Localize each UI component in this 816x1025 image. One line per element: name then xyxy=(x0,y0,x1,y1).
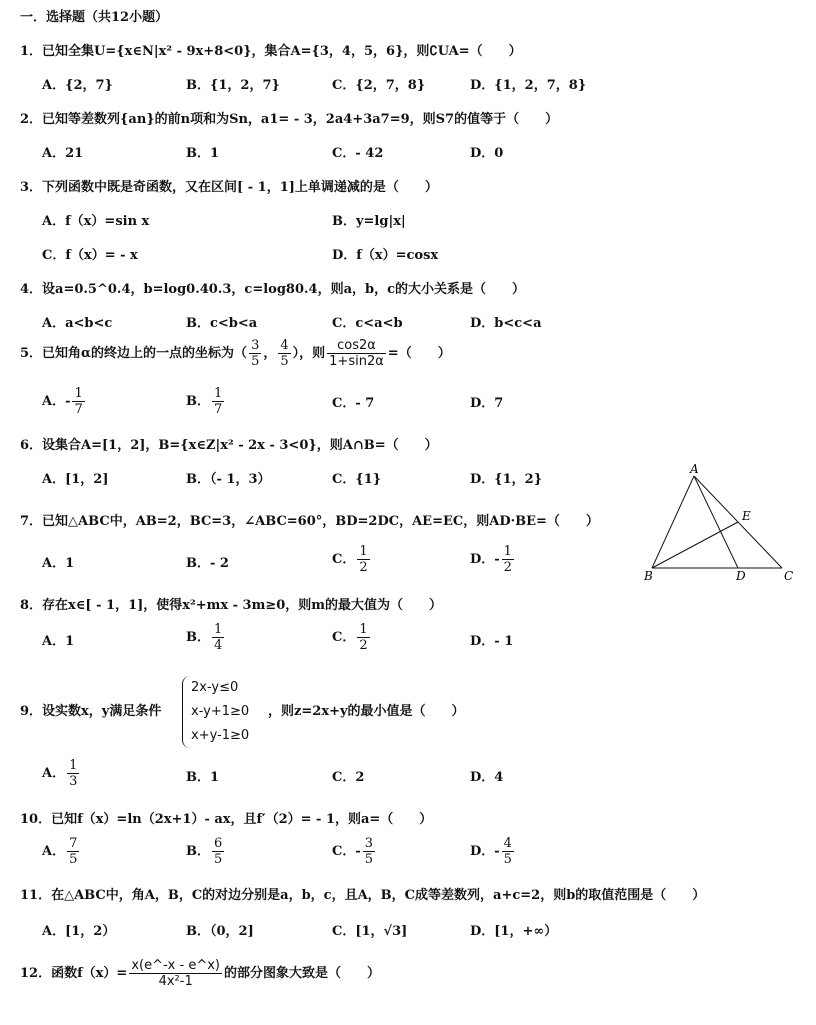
q9-option-c[interactable]: C．2 xyxy=(332,770,365,785)
label-d: D xyxy=(736,569,746,583)
q2-option-b[interactable]: B．1 xyxy=(186,146,220,161)
question-10-stem: 10．已知f（x）=ln（2x+1）- ax，且f′（2）= - 1，则a=（ ） xyxy=(20,812,433,827)
q8-option-a[interactable]: A．1 xyxy=(42,634,75,649)
question-9-stem-pre: 9．设实数x，y满足条件 xyxy=(20,704,162,719)
q9-condition-2: x-y+1≥0 xyxy=(191,704,250,719)
segment-ab xyxy=(652,476,694,568)
segment-ad xyxy=(694,476,738,568)
question-4-stem: 4．设a=0.5^0.4，b=log0.40.3，c=log80.4，则a，b，c的大小关系是（ ） xyxy=(20,282,526,297)
q5-option-b[interactable]: B． $\frac{1}{7}$ xyxy=(186,386,223,417)
q8-option-b[interactable]: B． $\frac{1}{4}$ xyxy=(186,622,223,653)
label-a: A xyxy=(690,462,699,476)
q9-condition-system xyxy=(182,676,249,748)
question-2-stem: 2．已知等差数列{an}的前n项和为Sn，a1= - 3，2a4+3a7=9，则S7的值等于（ ） xyxy=(20,112,559,127)
q1-option-a[interactable]: A．{2，7} xyxy=(42,78,113,93)
q5-option-c[interactable]: C．- 7 xyxy=(332,396,375,411)
q5-stem-post: =（ ） xyxy=(387,346,451,361)
q5-stem-mid: ），则 xyxy=(292,346,326,361)
q7-option-a[interactable]: A．1 xyxy=(42,556,75,571)
q5-coord-y: $\frac{4}{5}$ xyxy=(280,338,289,369)
q11-option-b[interactable]: B．（0，2] xyxy=(186,924,254,939)
q5-coord-x: $\frac{3}{5}$ xyxy=(251,338,260,369)
question-7-stem: 7．已知△ABC中，AB=2，BC=3，∠ABC=60°，BD=2DC，AE=EC，则AD·BE=（ ） xyxy=(20,514,599,529)
section-title: 一．选择题（共12小题） xyxy=(20,10,169,25)
question-1-stem: 1．已知全集U={x∈N|x² - 9x+8<0}，集合A={3，4，5，6}，则∁UA=（ ） xyxy=(20,44,522,59)
q2-option-c[interactable]: C．- 42 xyxy=(332,146,384,161)
q9-condition-1: 2x-y≤0 xyxy=(191,680,239,695)
q9-option-a[interactable]: A． $\frac{1}{3}$ xyxy=(42,758,78,789)
label-b: B xyxy=(644,569,653,583)
question-9-stem-post: ，则z=2x+y的最小值是（ ） xyxy=(268,704,465,719)
q9-option-b[interactable]: B．1 xyxy=(186,770,220,785)
q4-option-d[interactable]: D．b<c<a xyxy=(470,316,542,331)
q6-option-c[interactable]: C．{1} xyxy=(332,472,382,487)
q7-option-b[interactable]: B．- 2 xyxy=(186,556,229,571)
q5-stem-pre: 5．已知角α的终边上的一点的坐标为（ xyxy=(20,346,248,361)
q5-option-a[interactable]: A．- $\frac{1}{7}$ xyxy=(42,386,83,417)
question-6-stem: 6．设集合A=[1，2]，B={x∈Z|x² - 2x - 3<0}，则A∩B=（ ） xyxy=(20,438,438,453)
q11-option-d[interactable]: D．[1，+∞） xyxy=(470,924,558,939)
q3-option-d[interactable]: D．f（x）=cosx xyxy=(332,248,439,263)
q6-option-d[interactable]: D．{1，2} xyxy=(470,472,543,487)
q5-option-d[interactable]: D．7 xyxy=(470,396,504,411)
q1-option-b[interactable]: B．{1，2，7} xyxy=(186,78,280,93)
q9-condition-3: x+y-1≥0 xyxy=(191,728,250,743)
q8-option-c[interactable]: C． $\frac{1}{2}$ xyxy=(332,622,368,653)
q7-option-c[interactable]: C． $\frac{1}{2}$ xyxy=(332,544,368,575)
q3-option-a[interactable]: A．f（x）=sin x xyxy=(42,214,150,229)
q3-option-c[interactable]: C．f（x）= - x xyxy=(42,248,138,263)
q12-stem-post: 的部分图象大致是（ ） xyxy=(223,966,380,981)
q11-option-c[interactable]: C．[1，√3] xyxy=(332,924,408,939)
q1-option-c[interactable]: C．{2，7，8} xyxy=(332,78,426,93)
q12-expression: $\frac{x(e\^{}-x - e\^{}x)}{\text{4x²-1}}$ xyxy=(131,958,220,989)
question-12-stem xyxy=(20,958,380,989)
q5-expression: $\frac{\cos 2\alpha}{1+\sin 2\alpha}$ xyxy=(329,338,384,369)
q2-option-a[interactable]: A．21 xyxy=(42,146,84,161)
segment-be xyxy=(652,522,738,568)
question-11-stem: 11．在△ABC中，角A，B，C的对边分别是a，b，c，且A，B，C成等差数列，a+c=2，则b的取值范围是（ ） xyxy=(20,888,706,903)
q6-option-a[interactable]: A．[1，2] xyxy=(42,472,109,487)
q4-option-b[interactable]: B．c<b<a xyxy=(186,316,258,331)
question-8-stem: 8．存在x∈[ - 1，1]，使得x²+mx - 3m≥0，则m的最大值为（ ） xyxy=(20,598,443,613)
triangle-figure xyxy=(640,462,800,586)
q4-option-a[interactable]: A．a<b<c xyxy=(42,316,113,331)
q12-stem-pre: 12．函数f（x）= xyxy=(20,966,128,981)
q8-option-d[interactable]: D．- 1 xyxy=(470,634,514,649)
question-3-stem: 3．下列函数中既是奇函数，又在区间[ - 1，1]上单调递减的是（ ） xyxy=(20,180,438,195)
q7-option-d[interactable]: D．- $\frac{1}{2}$ xyxy=(470,544,512,575)
q10-option-b[interactable]: B． $\frac{6}{5}$ xyxy=(186,836,223,867)
q11-option-a[interactable]: A．[1，2） xyxy=(42,924,116,939)
q2-option-d[interactable]: D．0 xyxy=(470,146,504,161)
q3-option-b[interactable]: B．y=lg|x| xyxy=(332,214,406,229)
label-e: E xyxy=(742,509,751,523)
q4-option-c[interactable]: C．c<a<b xyxy=(332,316,403,331)
q10-option-c[interactable]: C．- $\frac{3}{5}$ xyxy=(332,836,374,867)
q10-option-a[interactable]: A． $\frac{7}{5}$ xyxy=(42,836,78,867)
q10-option-d[interactable]: D．- $\frac{4}{5}$ xyxy=(470,836,512,867)
q9-option-d[interactable]: D．4 xyxy=(470,770,504,785)
label-c: C xyxy=(784,569,794,583)
q6-option-b[interactable]: B．（- 1，3） xyxy=(186,472,271,487)
question-5-stem: 5．已知角α的终边上的一点的坐标为（ $\frac{3}{5}$ ， $\frac{4}{5}$ ），则 $\frac{\cos 2\alpha}{1+\sin 2\alpha}$ =（ ） xyxy=(20,338,451,369)
q1-option-d[interactable]: D．{1，2，7，8} xyxy=(470,78,587,93)
